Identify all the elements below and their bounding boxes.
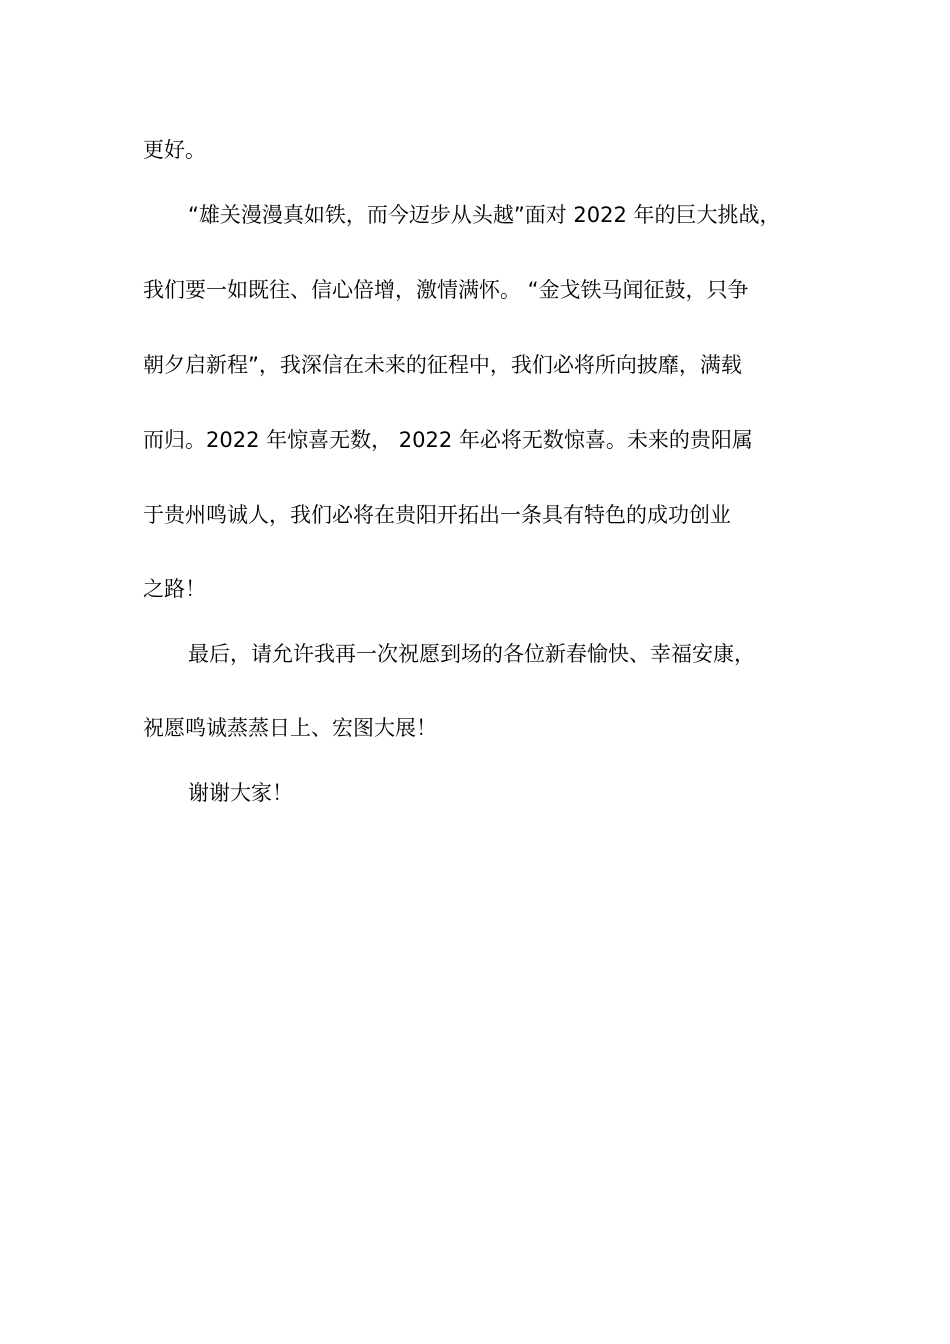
text-line xyxy=(143,501,731,529)
text-line: “雄关漫漫真如铁，而今迈步从头越”面对 2022 年的巨大挑战， xyxy=(188,203,781,227)
text-line: 更好。 xyxy=(143,138,206,162)
text-line: 我们要一如既往、信心倍增，激情满怀。 “金戈铁马闻征鼓，只争 xyxy=(143,278,749,302)
text-line: 之路！ xyxy=(143,577,206,601)
text-line: 最后，请允许我再一次祝愿到场的各位新春愉快、幸福安康， xyxy=(188,642,755,666)
text-line: 朝夕启新程”，我深信在未来的征程中，我们必将所向披靡，满载 xyxy=(143,353,742,377)
company-name: 贵州鸣诚人 xyxy=(164,503,269,527)
text-line: 谢谢大家！ xyxy=(188,781,293,805)
text-line: 祝愿鸣诚蒸蒸日上、宏图大展！ xyxy=(143,716,437,740)
text-segment: 于 xyxy=(143,503,164,527)
text-segment: ，我们必将在贵阳开拓出一条具有特色的成功创业 xyxy=(269,503,731,527)
text-line: 而归。2022 年惊喜无数， 2022 年必将无数惊喜。未来的贵阳属 xyxy=(143,428,753,452)
